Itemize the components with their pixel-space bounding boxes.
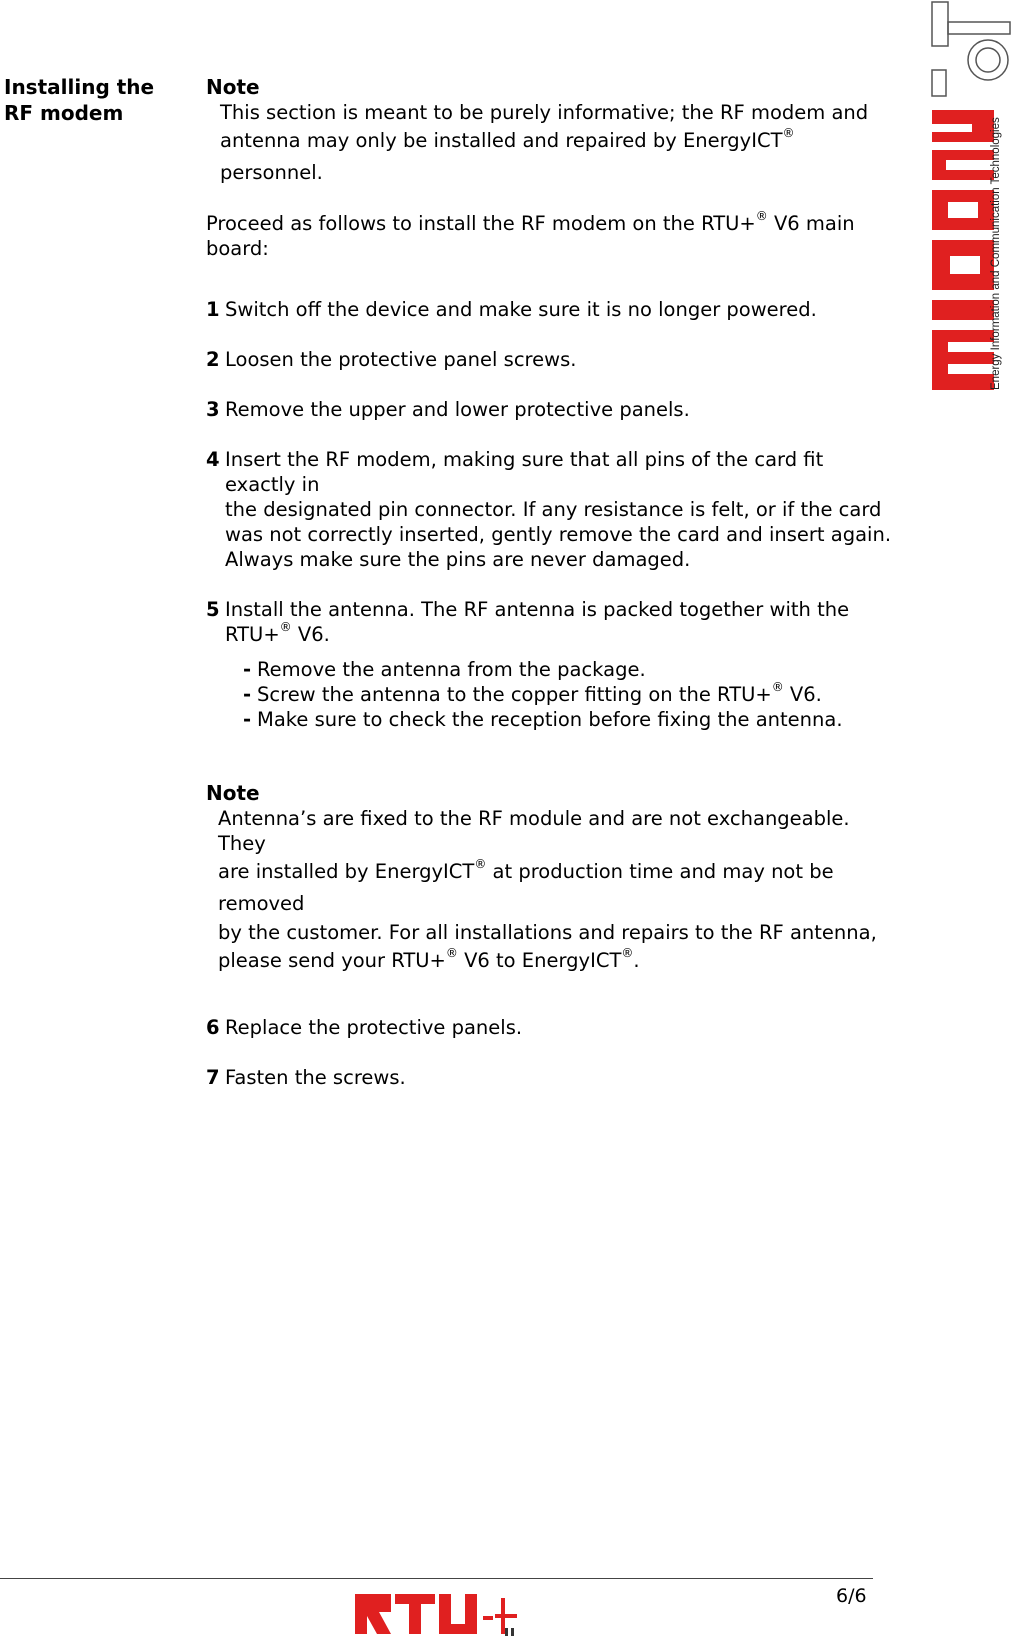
intro-tail: V6 main board: (206, 212, 855, 260)
step-number: 2 (206, 348, 220, 371)
note-1-line2-text: antenna may only be installed and repaired by EnergyICT (220, 129, 783, 152)
registered-mark: ® (621, 946, 634, 960)
step-4-line4: Always make sure the pins are never damaged. (225, 548, 691, 571)
list-item (243, 707, 896, 732)
note-2-line4 (218, 945, 896, 977)
note-2-line3: by the customer. For all installations and repairs to the RF antenna, (218, 921, 877, 944)
step-5-line2-tail: V6. (291, 623, 330, 646)
registered-mark: ® (755, 209, 768, 223)
intro-text: Proceed as follows to install the RF modem on the RTU+ (206, 212, 756, 235)
section-heading-line1: Installing the (4, 75, 155, 99)
bullet-2-text: Screw the antenna to the copper fitting on the RTU+ (257, 683, 772, 706)
note-2-line4-tail: . (633, 949, 640, 972)
note-2-line2-text: are installed by EnergyICT (218, 860, 475, 883)
step-2 (206, 347, 896, 372)
step-text (225, 597, 896, 647)
step-number: 1 (206, 298, 220, 321)
v6-mark-icon (505, 1628, 514, 1636)
note-1-title: Note (206, 75, 260, 99)
section-heading-line2: RF modem (4, 101, 124, 125)
antenna-bullets (206, 657, 896, 732)
step-5-line1: Install the antenna. The RF antenna is packed together with the (225, 598, 850, 621)
step-text: Loosen the protective panel screws. (225, 348, 577, 371)
step-text: Fasten the screws. (225, 1066, 406, 1089)
step-number: 7 (206, 1066, 220, 1089)
intro-paragraph (206, 211, 896, 261)
step-4 (206, 447, 896, 572)
logo-tagline: Energy Information and Communication Technologies (990, 117, 1002, 390)
note-1-body (206, 100, 896, 189)
step-5-line2 (225, 622, 896, 647)
note-1-line1: This section is meant to be purely informative; the RF modem and (220, 101, 869, 124)
registered-mark: ® (474, 857, 487, 871)
step-text: Remove the upper and lower protective panels. (225, 398, 690, 421)
step-4-line1: Insert the RF modem, making sure that all pins of the card fit exactly in (225, 448, 824, 496)
list-item (243, 682, 896, 707)
bullet-text: Make sure to check the reception before fixing the antenna. (257, 708, 843, 731)
note-1-line2 (220, 125, 896, 189)
registered-mark: ® (771, 680, 784, 694)
note-1 (206, 74, 896, 189)
ict-mark-icon (932, 2, 1010, 96)
section-heading (4, 74, 194, 126)
step-number: 5 (206, 598, 220, 621)
note-1-line2-tail: personnel. (220, 161, 323, 184)
list-item (243, 657, 896, 682)
footer-divider (0, 1578, 873, 1579)
note-2-line1: Antenna’s are fixed to the RF module and are not exchangeable. They (218, 807, 850, 855)
step-5-line2-text: RTU+ (225, 623, 280, 646)
step-5 (206, 597, 896, 647)
bullet-text: Remove the antenna from the package. (257, 658, 646, 681)
step-number: 6 (206, 1016, 220, 1039)
note-2-line4-mid: V6 to EnergyICT (457, 949, 622, 972)
energyict-logo (928, 0, 1016, 392)
step-number: 4 (206, 448, 220, 471)
note-2-body (206, 806, 896, 977)
step-3 (206, 397, 896, 422)
registered-mark: ® (279, 620, 292, 634)
step-4-line3: was not correctly inserted, gently remove the card and insert again. (225, 523, 892, 546)
bullet-dash: - (243, 658, 252, 681)
note-2-line4-text: please send your RTU+ (218, 949, 446, 972)
note-2-line2 (218, 856, 896, 920)
bullet-2-tail: V6. (783, 683, 822, 706)
step-number: 3 (206, 398, 220, 421)
step-1 (206, 297, 896, 322)
note-2-line2-tail: at production time and may not be removed (218, 860, 834, 915)
step-4-line2: the designated pin connector. If any resistance is felt, or if the card (225, 498, 882, 521)
bullet-dash: - (243, 708, 252, 731)
rtu-wordmark-icon (355, 1594, 517, 1634)
main-content (206, 74, 896, 1090)
step-6 (206, 1015, 896, 1040)
registered-mark: ® (445, 946, 458, 960)
note-2-title: Note (206, 781, 260, 805)
page-number: 6/6 (836, 1585, 867, 1607)
bullet-text (257, 682, 822, 707)
step-text (225, 447, 896, 572)
step-text: Switch off the device and make sure it is no longer powered. (225, 298, 817, 321)
note-2 (206, 780, 896, 977)
rtu-plus-logo (355, 1590, 525, 1638)
registered-mark: ® (782, 126, 795, 140)
step-text: Replace the protective panels. (225, 1016, 523, 1039)
step-7 (206, 1065, 896, 1090)
bullet-dash: - (243, 683, 252, 706)
